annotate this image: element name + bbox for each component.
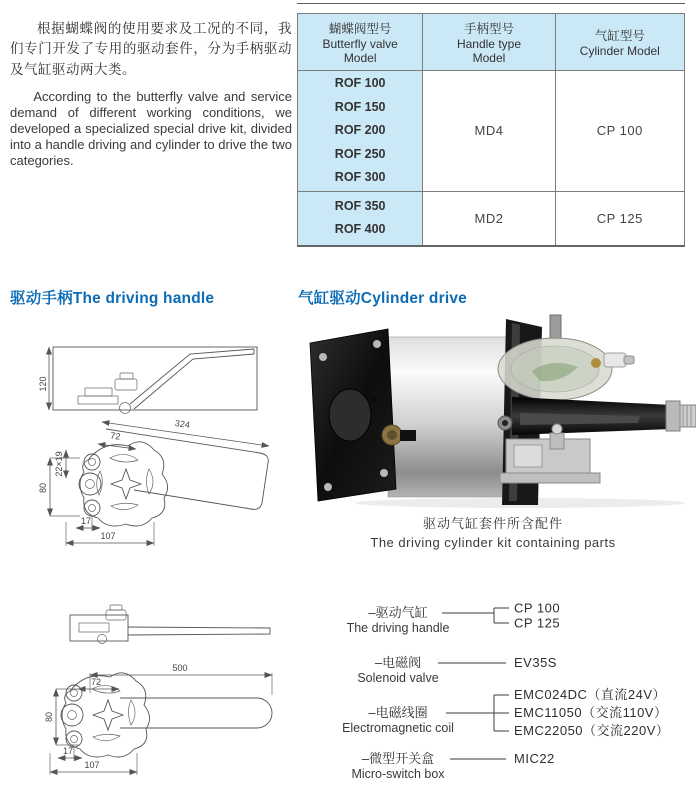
dim-label-324: 324 xyxy=(174,418,191,431)
dim-label-72: 72 xyxy=(109,430,122,442)
plate-bore xyxy=(329,389,371,441)
connector-bracket xyxy=(446,695,509,731)
header-label-zh: 蝴蝶阀型号 xyxy=(328,21,392,36)
valve-models-cell xyxy=(298,71,423,192)
dim-label-17: 17 xyxy=(80,516,92,526)
photo-caption xyxy=(298,513,688,550)
part-label-zh-switch-box: –微型开关盒 xyxy=(361,751,435,766)
valve-models-cell xyxy=(298,191,423,246)
part-option: EV35S xyxy=(514,655,557,670)
table-header-row xyxy=(298,14,685,71)
part-option: CP 125 xyxy=(514,615,561,631)
section-title-driving-handle: 驱动手柄The driving handle xyxy=(10,290,215,307)
cylinder-model-cell: CP 125 xyxy=(555,191,684,246)
dim-label-80: 80 xyxy=(38,482,48,494)
spec-table xyxy=(297,13,685,247)
handle-lever-outline xyxy=(130,349,254,409)
spec-table-block xyxy=(297,3,685,247)
valve-model-label: ROF 150 xyxy=(334,99,386,114)
handle-rod-outline xyxy=(128,627,270,635)
valve-model-label: ROF 300 xyxy=(334,170,386,184)
handle-drawing-bottom xyxy=(22,565,290,793)
valve-model-label: ROF 350 xyxy=(334,198,386,213)
threaded-fitting xyxy=(680,405,696,427)
dim-label-500: 500 xyxy=(172,663,188,673)
dim-label-72: 72 xyxy=(90,677,102,687)
cylinder-tube xyxy=(388,337,508,497)
part-label-zh-coil: –电磁线圈 xyxy=(368,705,428,720)
handle-model-cell: MD4 xyxy=(423,71,555,192)
part-option: EMC024DC（直流24V） xyxy=(514,687,666,702)
part-label-zh-solenoid-valve: –电磁阀 xyxy=(374,655,422,670)
intro-paragraph-en: According to the butterfly valve and service demand of different working conditions, we developed a specialized special drive kit, divided into a handle driving and cylinder to drive the two categories. xyxy=(10,89,292,168)
header-cell-butterfly-valve xyxy=(298,14,423,71)
dim-label-120: 120 xyxy=(38,376,48,392)
handle-drawing-top xyxy=(22,332,290,560)
part-label-en-coil: Electromagnetic coil xyxy=(342,721,454,735)
intro-paragraph-zh: 根据蝴蝶阀的使用要求及工况的不同，我们专门开发了专用的驱动套件，分为手柄驱动及气缸驱动两大类。 xyxy=(10,20,292,77)
photo-caption-zh: 驱动气缸套件所含配件 xyxy=(422,516,563,531)
indicator-shaft xyxy=(550,315,561,339)
part-label-en-driving-cylinder: The driving handle xyxy=(346,621,450,635)
valve-model-label: ROF 250 xyxy=(334,146,386,161)
parts-list xyxy=(298,596,698,794)
cable-gland xyxy=(604,353,626,367)
cylinder-drive-photo xyxy=(300,313,696,509)
header-label-en: Handle type Model xyxy=(456,36,521,65)
cylinder-model-cell: CP 100 xyxy=(555,71,684,192)
part-label-en-solenoid-valve: Solenoid valve xyxy=(357,671,439,685)
dim-label-22x19: 22×19 xyxy=(54,451,64,477)
part-option: EMC22050（交流220V） xyxy=(514,723,670,738)
header-label-en: Butterfly valve Model xyxy=(322,36,398,65)
dim-label-107: 107 xyxy=(100,531,116,541)
header-cell-cylinder-model xyxy=(555,14,684,71)
base-plate xyxy=(500,473,600,483)
section-title-cylinder-drive: 气缸驱动Cylinder drive xyxy=(298,290,467,307)
star-knob xyxy=(93,700,123,730)
dim-label-107: 107 xyxy=(84,760,100,770)
star-knob xyxy=(111,469,141,499)
hex-nut xyxy=(666,401,680,431)
table-row-group2 xyxy=(298,191,685,246)
dim-label-80: 80 xyxy=(44,711,54,723)
header-label-zh: 气缸型号 xyxy=(594,28,645,43)
valve-model-label: ROF 200 xyxy=(334,123,386,137)
connector-bracket xyxy=(442,608,509,623)
part-option: MIC22 xyxy=(514,751,555,766)
dim-label-17: 17 xyxy=(62,746,74,756)
valve-model-label: ROF 400 xyxy=(334,222,386,236)
part-label-zh-driving-cylinder: –驱动气缸 xyxy=(368,605,428,620)
table-row-group1 xyxy=(298,71,685,192)
adjuster-bolt xyxy=(552,424,562,434)
header-cell-handle-type xyxy=(423,14,555,71)
part-option: CP 100 xyxy=(514,600,561,616)
part-label-en-switch-box: Micro-switch box xyxy=(351,767,445,781)
header-label-en: Cylinder Model xyxy=(579,43,660,58)
handle-model-cell: MD2 xyxy=(423,191,555,246)
handle-plan-outline xyxy=(120,698,272,728)
header-label-zh: 手柄型号 xyxy=(463,21,514,36)
table-top-rule xyxy=(297,3,685,13)
photo-caption-en: The driving cylinder kit containing parts xyxy=(370,535,616,550)
handle-plan-outline xyxy=(106,429,268,509)
valve-model-label: ROF 100 xyxy=(334,76,386,90)
part-option: EMC11050（交流110V） xyxy=(514,705,668,720)
